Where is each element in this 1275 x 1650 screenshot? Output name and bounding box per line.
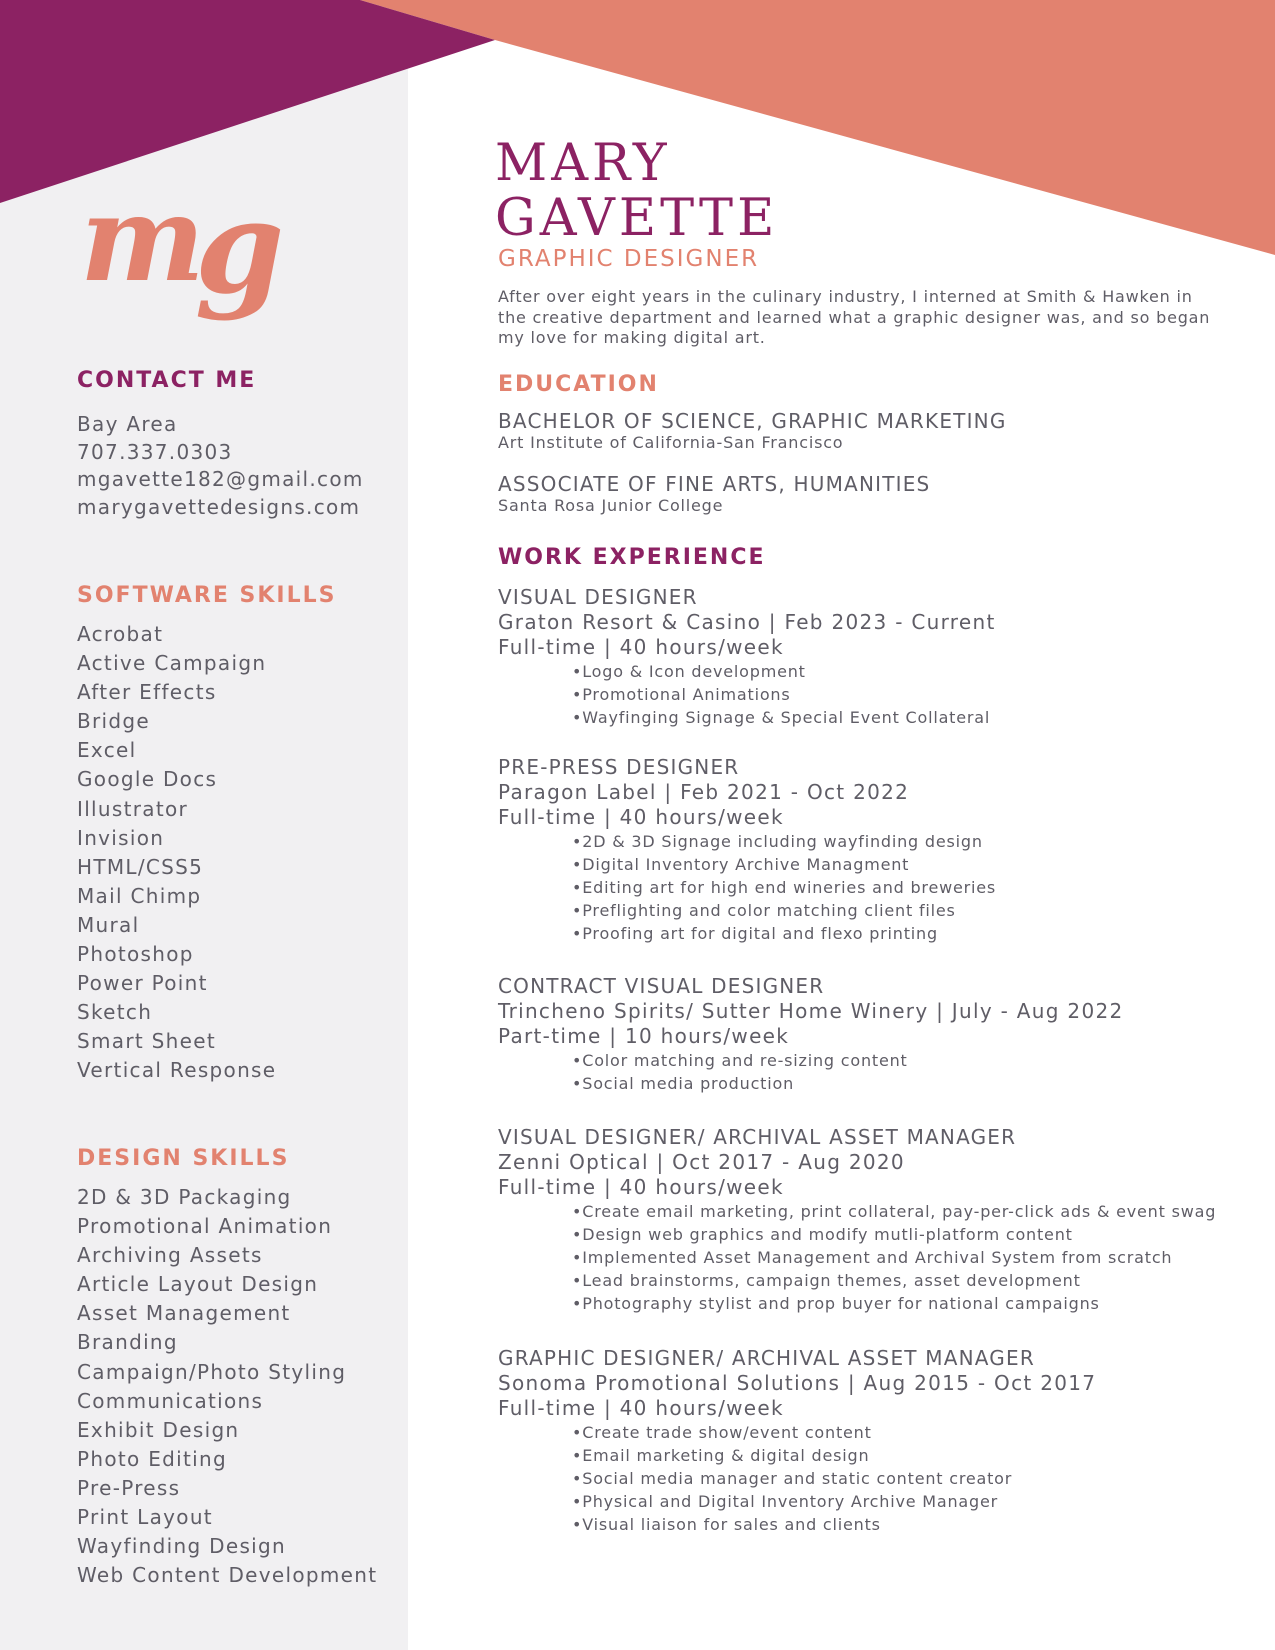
job-company: Paragon Label | Feb 2021 - Oct 2022 [498,780,910,804]
design-skill: Wayfinding Design [77,1534,286,1559]
job-entry [498,755,1238,945]
job-bullet: • Color matching and re-sizing content [572,1049,1238,1072]
school: Art Institute of California-San Francisco [498,433,844,452]
design-skill: Photo Editing [77,1446,227,1471]
job-entry [498,974,1238,1095]
job-position: PRE-PRESS DESIGNER [498,755,740,779]
design-skill: Branding [77,1330,178,1355]
degree: ASSOCIATE OF FINE ARTS, HUMANITIES [498,472,931,496]
job-bullet: • Physical and Digital Inventory Archive Manager [572,1490,1238,1513]
design-skill: Print Layout [77,1505,213,1530]
monogram-m: m [80,169,195,308]
job-bullet: • Editing art for high end wineries and breweries [572,876,1238,899]
software-skill: Invision [77,825,165,850]
education-heading: EDUCATION [498,372,659,397]
design-skill: Promotional Animation [77,1214,333,1239]
job-company: Trincheno Spirits/ Sutter Home Winery | July - Aug 2022 [498,999,1124,1023]
job-bullet: • Create email marketing, print collateral, pay-per-click ads & event swag [572,1200,1238,1223]
job-hours: Full-time | 40 hours/week [498,805,784,829]
job-bullets [498,1421,1238,1536]
monogram-logo [80,169,275,323]
design-skill: 2D & 3D Packaging [77,1185,292,1209]
job-bullet: • Create trade show/event content [572,1421,1238,1444]
software-skill: Smart Sheet [77,1029,216,1054]
software-skill: Active Campaign [77,651,267,676]
design-skill: Communications [77,1388,264,1413]
job-company: Zenni Optical | Oct 2017 - Aug 2020 [498,1150,905,1174]
job-bullet: • Design web graphics and modify mutli-platform content [572,1223,1238,1246]
degree: BACHELOR OF SCIENCE, GRAPHIC MARKETING [498,409,1007,433]
job-bullet: • Wayfinging Signage & Special Event Collateral [572,706,1238,729]
contact-email: mgavette182@gmail.com [77,467,364,491]
software-skill: HTML/CSS5 [77,854,204,879]
software-skill: Mural [77,912,140,937]
job-hours: Part-time | 10 hours/week [498,1024,790,1048]
software-skills-list [77,620,276,1086]
design-skill: Asset Management [77,1301,291,1326]
software-skill: Illustrator [77,796,189,821]
job-hours: Full-time | 40 hours/week [498,635,784,659]
software-skill: Sketch [77,1000,153,1025]
job-hours: Full-time | 40 hours/week [498,1396,784,1420]
job-entry [498,585,1238,729]
software-skill: Power Point [77,971,208,996]
job-entry [498,1125,1238,1315]
software-skill: After Effects [77,680,217,705]
contact-heading: CONTACT ME [77,368,257,393]
design-skills-heading: DESIGN SKILLS [77,1146,290,1171]
job-bullet: • Proofing art for digital and flexo printing [572,922,1238,945]
job-company: Sonoma Promotional Solutions | Aug 2015 - Oct 2017 [498,1371,1097,1395]
job-bullets [498,1049,1238,1095]
software-skill: Acrobat [77,622,164,646]
software-skills-heading: SOFTWARE SKILLS [77,583,337,608]
job-hours: Full-time | 40 hours/week [498,1175,784,1199]
software-skill: Bridge [77,709,150,734]
software-skill: Google Docs [77,767,218,792]
job-bullet: • Promotional Animations [572,683,1238,706]
design-skill: Archiving Assets [77,1243,263,1268]
job-bullet: • Logo & Icon development [572,660,1238,683]
last-name: GAVETTE [495,189,779,248]
job-bullet: • Digital Inventory Archive Managment [572,853,1238,876]
software-skill: Photoshop [77,942,194,967]
job-bullet: • 2D & 3D Signage including wayfinding design [572,830,1238,853]
design-skill: Web Content Development [77,1563,378,1588]
software-skill: Mail Chimp [77,883,202,908]
job-bullet: • Preflighting and color matching client files [572,899,1238,922]
first-name: MARY [495,134,671,193]
job-position: GRAPHIC DESIGNER/ ARCHIVAL ASSET MANAGER [498,1346,1035,1370]
design-skill: Pre-Press [77,1475,181,1500]
job-bullets [498,830,1238,945]
contact-phone: 707.337.0303 [77,439,233,464]
design-skill: Exhibit Design [77,1417,240,1442]
job-position: VISUAL DESIGNER/ ARCHIVAL ASSET MANAGER [498,1125,1017,1149]
work-experience-heading: WORK EXPERIENCE [498,545,766,570]
design-skills-list [77,1183,377,1590]
monogram-g: g [194,173,275,323]
school: Santa Rosa Junior College [498,496,724,515]
contact-location: Bay Area [77,412,178,436]
contact-list [77,411,364,521]
job-bullet: • Social media production [572,1072,1238,1095]
job-bullet: • Photography stylist and prop buyer for national campaigns [572,1292,1238,1315]
job-bullets [498,1200,1238,1315]
job-position: VISUAL DESIGNER [498,585,698,609]
job-company: Graton Resort & Casino | Feb 2023 - Current [498,610,996,634]
job-bullet: • Email marketing & digital design [572,1444,1238,1467]
job-entry [498,1346,1238,1536]
job-position: CONTRACT VISUAL DESIGNER [498,974,825,998]
education-entry [498,409,1007,453]
job-bullets [498,660,1238,729]
software-skill: Excel [77,738,137,763]
education-entry [498,472,930,516]
job-bullet: • Lead brainstorms, campaign themes, asset development [572,1269,1238,1292]
job-title: GRAPHIC DESIGNER [498,246,760,272]
summary: After over eight years in the culinary industry, I interned at Smith & Hawken in the creative department and learned what a graphic designer was, and so began my love for making digital art. [498,287,1211,347]
software-skill: Vertical Response [77,1058,277,1083]
job-bullet: • Visual liaison for sales and clients [572,1513,1238,1536]
design-skill: Article Layout Design [77,1272,319,1297]
design-skill: Campaign/Photo Styling [77,1359,347,1384]
job-bullet: • Implemented Asset Management and Archival System from scratch [572,1246,1238,1269]
applicant-name [495,136,778,246]
job-bullet: • Social media manager and static content creator [572,1467,1238,1490]
contact-website: marygavettedesigns.com [77,494,361,519]
